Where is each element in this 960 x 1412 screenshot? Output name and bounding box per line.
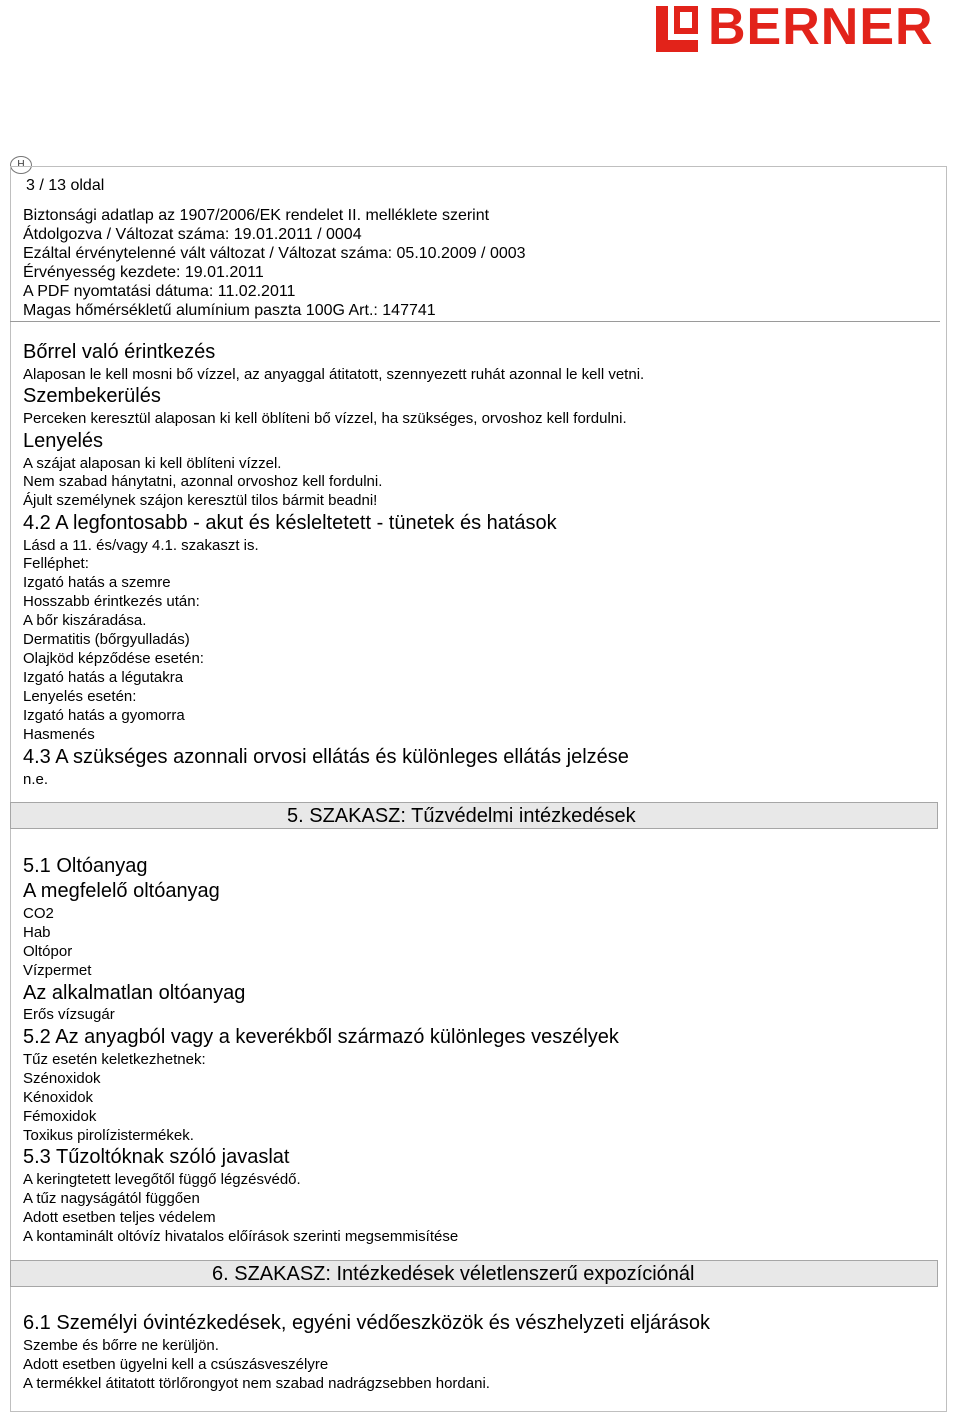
suitable-media-item: Oltópor <box>23 943 73 960</box>
section-4-2-line: Felléphet: <box>23 555 89 572</box>
section-5-2-line: Tűz esetén keletkezhetnek: <box>23 1051 206 1068</box>
section-6-1-line: Adott esetben ügyelni kell a csúszásveszélyre <box>23 1356 329 1373</box>
suitable-media-item: Hab <box>23 924 51 941</box>
suitable-media-item: CO2 <box>23 905 54 922</box>
section-5-2-line: Fémoxidok <box>23 1108 97 1125</box>
section-4-3-title: 4.3 A szükséges azonnali orvosi ellátás és különleges ellátás jelzése <box>23 746 629 768</box>
section-4-2-line: A bőr kiszáradása. <box>23 612 147 629</box>
unsuitable-media-item: Erős vízsugár <box>23 1006 115 1023</box>
suitable-media-item: Vízpermet <box>23 962 92 979</box>
unsuitable-media-title: Az alkalmatlan oltóanyag <box>23 982 246 1004</box>
berner-logo-mark <box>656 6 698 52</box>
section-6-1-line: A termékkel átitatott törlőrongyot nem szabad nadrágzsebben hordani. <box>23 1375 490 1392</box>
header-validity: Érvényesség kezdete: 19.01.2011 <box>23 264 264 281</box>
section-6-heading: 6. SZAKASZ: Intézkedések véletlenszerű expozíciónál <box>212 1263 695 1285</box>
section-4-2-line: Hosszabb érintkezés után: <box>23 593 200 610</box>
section-5-3-line: A kontaminált oltóvíz hivatalos előírások szerinti megsemmisítése <box>23 1228 459 1245</box>
header-print-date: A PDF nyomtatási dátuma: 11.02.2011 <box>23 283 296 300</box>
skin-contact-text: Alaposan le kell mosni bő vízzel, az anyaggal átitatott, szennyezett ruhát azonnal le kell vetni. <box>23 366 645 383</box>
page-counter: 3 / 13 oldal <box>26 177 105 194</box>
section-4-2-line: Izgató hatás a légutakra <box>23 669 184 686</box>
berner-logo <box>656 0 960 56</box>
language-badge: H <box>10 156 32 174</box>
section-4-2-title: 4.2 A legfontosabb - akut és késleltetett - tünetek és hatások <box>23 512 557 534</box>
berner-logo-text: BERNER <box>708 0 934 56</box>
section-5-2-title: 5.2 Az anyagból vagy a keverékből származó különleges veszélyek <box>23 1026 619 1048</box>
section-4-2-line: Izgató hatás a gyomorra <box>23 707 185 724</box>
eye-contact-title: Szembekerülés <box>23 385 161 407</box>
section-4-3-text: n.e. <box>23 771 49 788</box>
header-revision: Átdolgozva / Változat száma: 19.01.2011 / 0004 <box>23 226 362 243</box>
section-5-2-line: Kénoxidok <box>23 1089 94 1106</box>
header-superseded: Ezáltal érvénytelenné vált változat / Változat száma: 05.10.2009 / 0003 <box>23 245 526 262</box>
section-4-2-line: Dermatitis (bőrgyulladás) <box>23 631 190 648</box>
section-5-3-title: 5.3 Tűzoltóknak szóló javaslat <box>23 1146 290 1168</box>
header-product: Magas hőmérsékletű alumínium paszta 100G Art.: 147741 <box>23 302 436 319</box>
section-6-1-line: Szembe és bőrre ne kerüljön. <box>23 1337 219 1354</box>
ingestion-line: Nem szabad hánytatni, azonnal orvoshoz kell fordulni. <box>23 473 383 490</box>
ingestion-title: Lenyelés <box>23 430 104 452</box>
section-4-2-line: Izgató hatás a szemre <box>23 574 171 591</box>
section-5-heading: 5. SZAKASZ: Tűzvédelmi intézkedések <box>287 805 636 827</box>
section-4-2-line: Lenyelés esetén: <box>23 688 137 705</box>
section-5-2-line: Toxikus pirolízistermékek. <box>23 1127 194 1144</box>
section-4-2-line: Hasmenés <box>23 726 95 743</box>
section-5-3-line: A keringtetett levegőtől függő légzésvédő. <box>23 1171 301 1188</box>
section-4-2-line: Lásd a 11. és/vagy 4.1. szakaszt is. <box>23 537 259 554</box>
ingestion-line: Ájult személynek szájon keresztül tilos bármit beadni! <box>23 492 378 509</box>
eye-contact-text: Perceken keresztül alaposan ki kell öblíteni bő vízzel, ha szükséges, orvoshoz kell fordulni. <box>23 410 627 427</box>
section-5-3-line: Adott esetben teljes védelem <box>23 1209 216 1226</box>
suitable-media-title: A megfelelő oltóanyag <box>23 880 220 902</box>
section-6-bar <box>10 1260 938 1287</box>
section-5-3-line: A tűz nagyságától függően <box>23 1190 200 1207</box>
section-6-1-title: 6.1 Személyi óvintézkedések, egyéni védőeszközök és vészhelyzeti eljárások <box>23 1312 711 1334</box>
ingestion-line: A szájat alaposan ki kell öblíteni vízzel. <box>23 455 282 472</box>
skin-contact-title: Bőrrel való érintkezés <box>23 341 216 363</box>
header-regulation: Biztonsági adatlap az 1907/2006/EK rendelet II. melléklete szerint <box>23 207 490 224</box>
section-4-2-line: Olajköd képződése esetén: <box>23 650 204 667</box>
section-5-bar <box>10 802 938 829</box>
section-5-1-title: 5.1 Oltóanyag <box>23 855 148 877</box>
header-divider <box>10 321 940 322</box>
section-5-2-line: Szénoxidok <box>23 1070 101 1087</box>
